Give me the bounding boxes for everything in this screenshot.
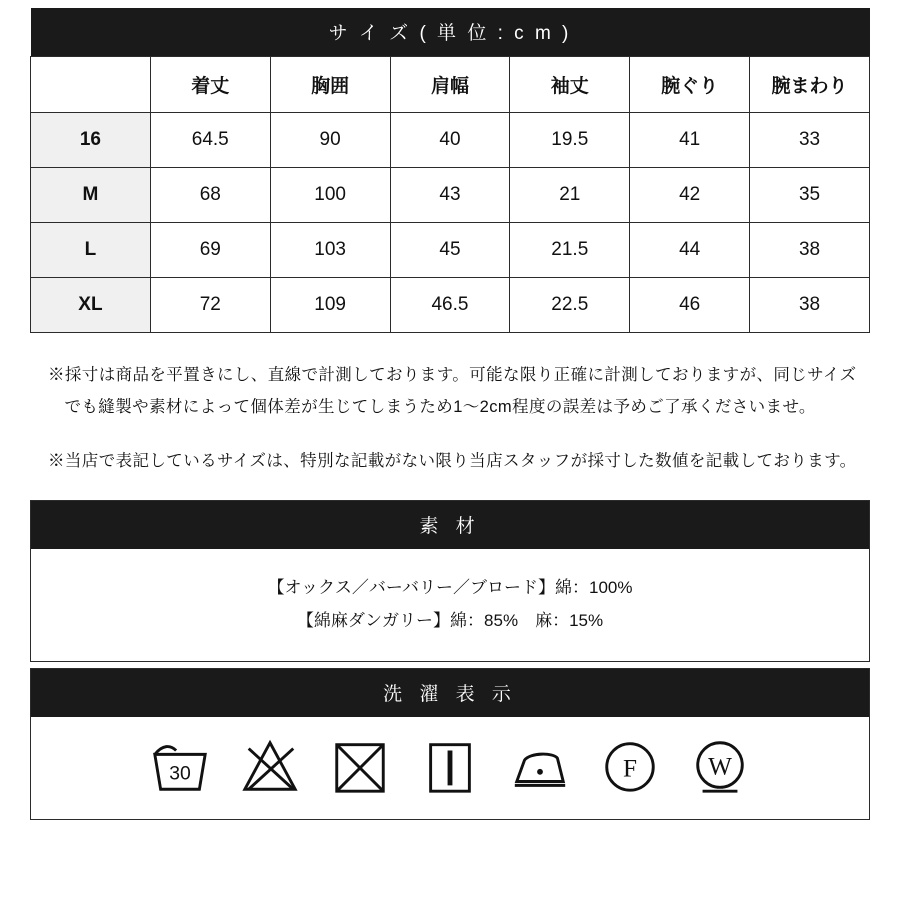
row-header-16: 16 [31,113,151,168]
no-bleach-icon [239,735,301,797]
cell-xl-sodetake: 22.5 [510,278,630,333]
svg-text:F: F [623,755,637,783]
note-measurement-tolerance: ※採寸は商品を平置きにし、直線で計測しております。可能な限り正確に計測しておりますが、同じサイズでも縫製や素材によって個体差が生じてしまうため1〜2cm程度の誤差は予めご了承くださいませ。 [48,366,857,417]
table-row [31,113,870,168]
size-table-corner-cell [31,57,151,113]
cell-l-kyoui: 103 [270,223,390,278]
table-row [31,223,870,278]
cell-l-udemawari: 38 [750,223,870,278]
cell-m-kyoui: 100 [270,168,390,223]
material-section [30,500,870,662]
wash-section [30,668,870,820]
no-tumble-dry-icon [329,735,391,797]
size-table-header-row [31,57,870,113]
row-header-m: M [31,168,151,223]
cell-l-sodetake: 21.5 [510,223,630,278]
cell-m-kitake: 68 [150,168,270,223]
material-section-header: 素 材 [31,501,869,549]
cell-16-sodetake: 19.5 [510,113,630,168]
line-dry-icon [419,735,481,797]
column-header-udemawari: 腕まわり [750,57,870,113]
cell-m-sodetake: 21 [510,168,630,223]
wash-section-header: 洗 濯 表 示 [31,669,869,717]
iron-low-icon [509,735,571,797]
cell-xl-kitake: 72 [150,278,270,333]
column-header-udeguri: 腕ぐり [630,57,750,113]
bottom-spacer [30,820,870,830]
cell-16-kyoui: 90 [270,113,390,168]
material-section-body [31,549,869,661]
cell-l-udeguri: 44 [630,223,750,278]
column-header-katahaba: 肩幅 [390,57,510,113]
measurement-notes [30,359,870,478]
dryclean-f-icon [599,735,661,797]
svg-text:30: 30 [169,762,191,785]
row-header-xl: XL [31,278,151,333]
size-spec-page [0,8,900,908]
column-header-kyoui: 胸囲 [270,57,390,113]
cell-m-udemawari: 35 [750,168,870,223]
column-header-kitake: 着丈 [150,57,270,113]
size-table [30,8,870,333]
cell-16-kitake: 64.5 [150,113,270,168]
cell-16-udemawari: 33 [750,113,870,168]
table-row [31,168,870,223]
row-header-l: L [31,223,151,278]
cell-16-udeguri: 41 [630,113,750,168]
size-table-title-row [31,8,870,57]
size-table-title: サ イ ズ ( 単 位 : c m ) [31,8,870,57]
cell-l-kitake: 69 [150,223,270,278]
table-row [31,278,870,333]
cell-16-katahaba: 40 [390,113,510,168]
cell-xl-kyoui: 109 [270,278,390,333]
cell-xl-udeguri: 46 [630,278,750,333]
cell-l-katahaba: 45 [390,223,510,278]
wetclean-w-icon [689,735,751,797]
washtub-30-icon [149,735,211,797]
wash-icon-row [31,717,869,819]
cell-xl-katahaba: 46.5 [390,278,510,333]
cell-xl-udemawari: 38 [750,278,870,333]
cell-m-udeguri: 42 [630,168,750,223]
note-measured-by-staff: ※当店で表記しているサイズは、特別な記載がない限り当店スタッフが採寸した数値を記載しております。 [48,452,857,471]
svg-text:W: W [708,753,732,781]
material-line-oxford: 【オックス／バーバリー／ブロード】綿：100% [267,577,633,597]
cell-m-katahaba: 43 [390,168,510,223]
material-line-dungaree: 【綿麻ダンガリー】綿：85% 麻：15% [296,610,604,630]
column-header-sodetake: 袖丈 [510,57,630,113]
